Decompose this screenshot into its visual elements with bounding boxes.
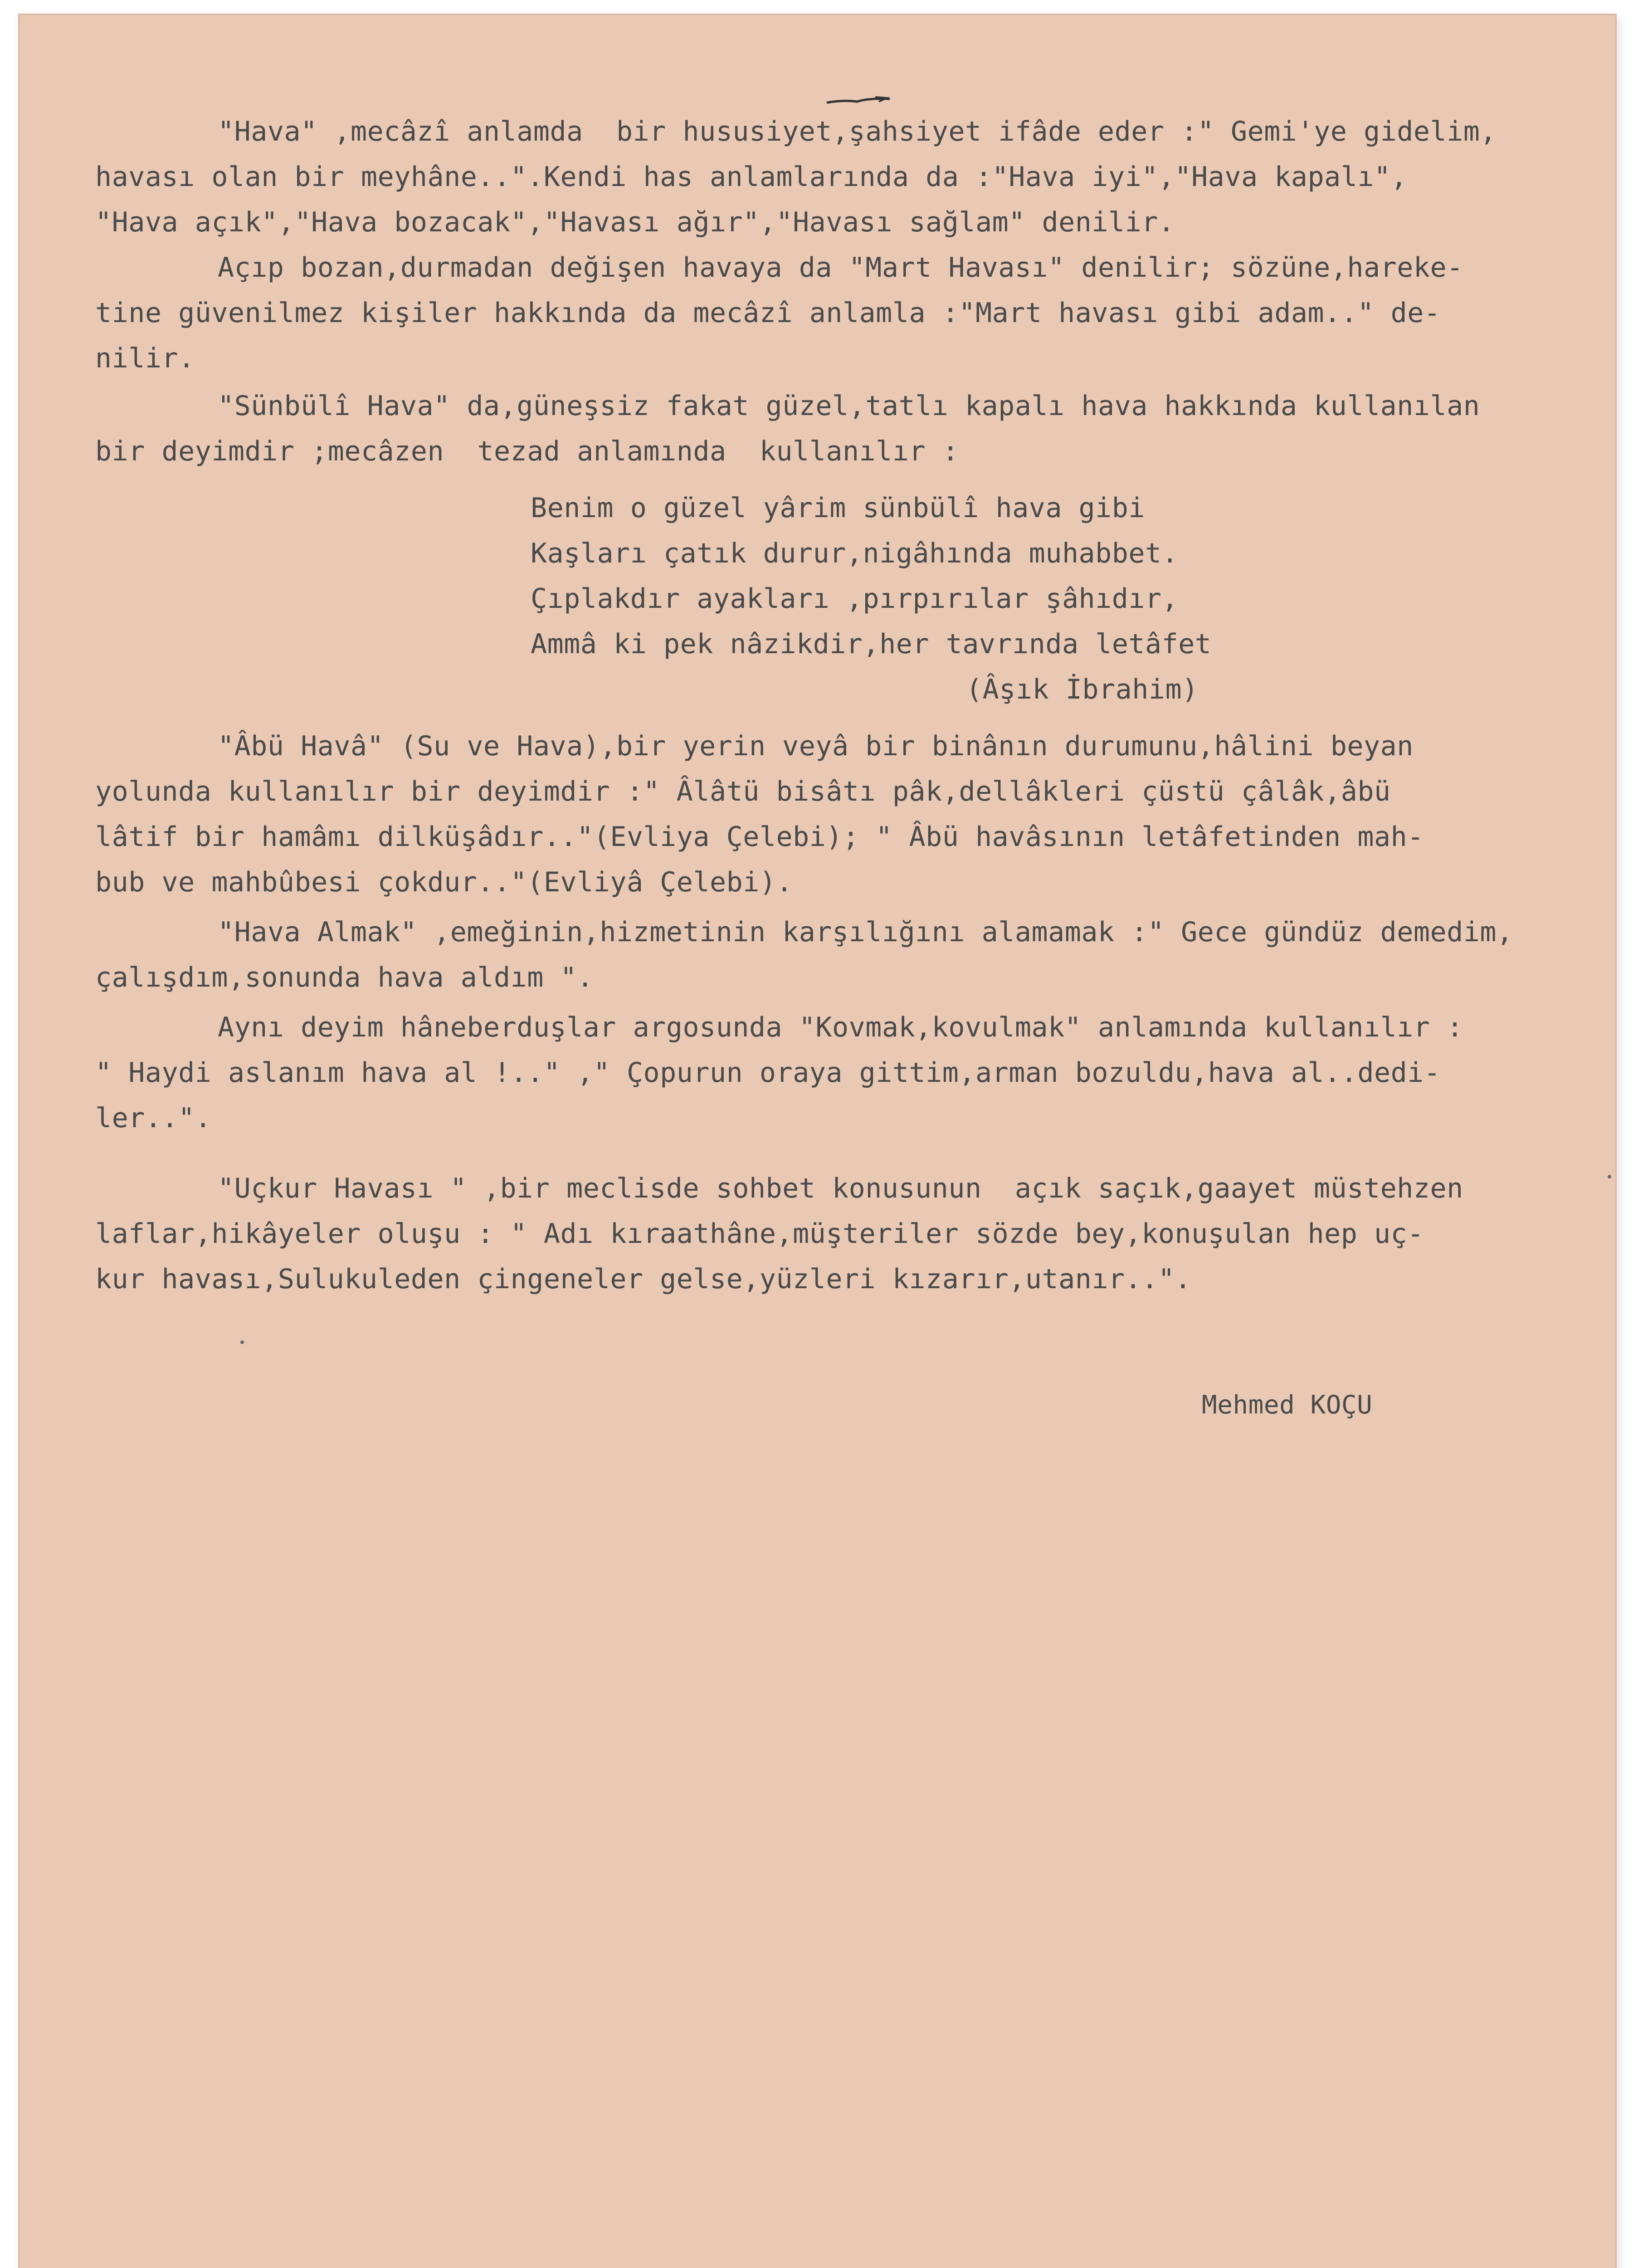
text-line: kur havası,Sulukuleden çingeneler gelse,yüzleri kızarır,utanır..".: [95, 1263, 1192, 1295]
text-line: havası olan bir meyhâne..".Kendi has anlamlarında da :"Hava iyi","Hava kapalı",: [95, 161, 1408, 193]
text-line: Aynı deyim hâneberduşlar argosunda "Kovmak,kovulmak" anlamında kullanılır :: [218, 1012, 1463, 1043]
text-line: ler..".: [95, 1102, 212, 1134]
text-line: lâtif bir hamâmı dilküşâdır.."(Evliya Çelebi); " Âbü havâsının letâfetinden mah-: [95, 821, 1424, 853]
text-line: bir deyimdir ;mecâzen tezad anlamında kullanılır :: [95, 435, 959, 467]
text-line: Açıp bozan,durmadan değişen havaya da "Mart Havası" denilir; sözüne,hareke-: [218, 252, 1463, 284]
text-line: laflar,hikâyeler oluşu : " Adı kıraathâne,müşteriler sözde bey,konuşulan hep uç-: [95, 1218, 1424, 1250]
text-line: "Hava açık","Hava bozacak","Havası ağır","Havası sağlam" denilir.: [95, 206, 1175, 238]
text-line: "Âbü Havâ" (Su ve Hava),bir yerin veyâ bir binânın durumunu,hâlini beyan: [218, 730, 1414, 762]
signature: Mehmed KOÇU: [1202, 1390, 1373, 1420]
poem-line: Çıplakdır ayakları ,pırpırılar şâhıdır,: [531, 583, 1179, 615]
text-line: çalışdım,sonunda hava aldım ".: [95, 962, 594, 993]
ink-speck: [240, 1340, 244, 1344]
poem-attribution: (Âşık İbrahim): [966, 674, 1199, 705]
text-line: tine güvenilmez kişiler hakkında da mecâzî anlamla :"Mart havası gibi adam.." de-: [95, 297, 1441, 329]
poem-line: Kaşları çatık durur,nigâhında muhabbet.: [531, 538, 1179, 569]
text-line: nilir.: [95, 342, 195, 374]
paper-sheet: [18, 14, 1617, 2268]
document-body: [95, 14, 1628, 1442]
text-line: "Hava" ,mecâzî anlamda bir hususiyet,şahsiyet ifâde eder :" Gemi'ye gidelim,: [218, 116, 1497, 147]
text-line: " Haydi aslanım hava al !.." ," Çopurun oraya gittim,arman bozuldu,hava al..dedi-: [95, 1057, 1441, 1089]
text-line: "Uçkur Havası " ,bir meclisde sohbet konusunun açık saçık,gaayet müstehzen: [218, 1173, 1463, 1204]
ink-speck: [1608, 1175, 1611, 1178]
text-line: bub ve mahbûbesi çokdur.."(Evliyâ Çelebi).: [95, 866, 793, 898]
text-line: "Hava Almak" ,emeğinin,hizmetinin karşılığını alamamak :" Gece gündüz demedim,: [218, 916, 1513, 948]
text-line: yolunda kullanılır bir deyimdir :" Âlâtü bisâtı pâk,dellâkleri çüstü çâlâk,âbü: [95, 776, 1391, 807]
text-line: "Sünbülî Hava" da,güneşsiz fakat güzel,tatlı kapalı hava hakkında kullanılan: [218, 390, 1480, 422]
poem-line: Ammâ ki pek nâzikdir,her tavrında letâfet: [531, 628, 1212, 660]
poem-line: Benim o güzel yârim sünbülî hava gibi: [531, 492, 1146, 524]
